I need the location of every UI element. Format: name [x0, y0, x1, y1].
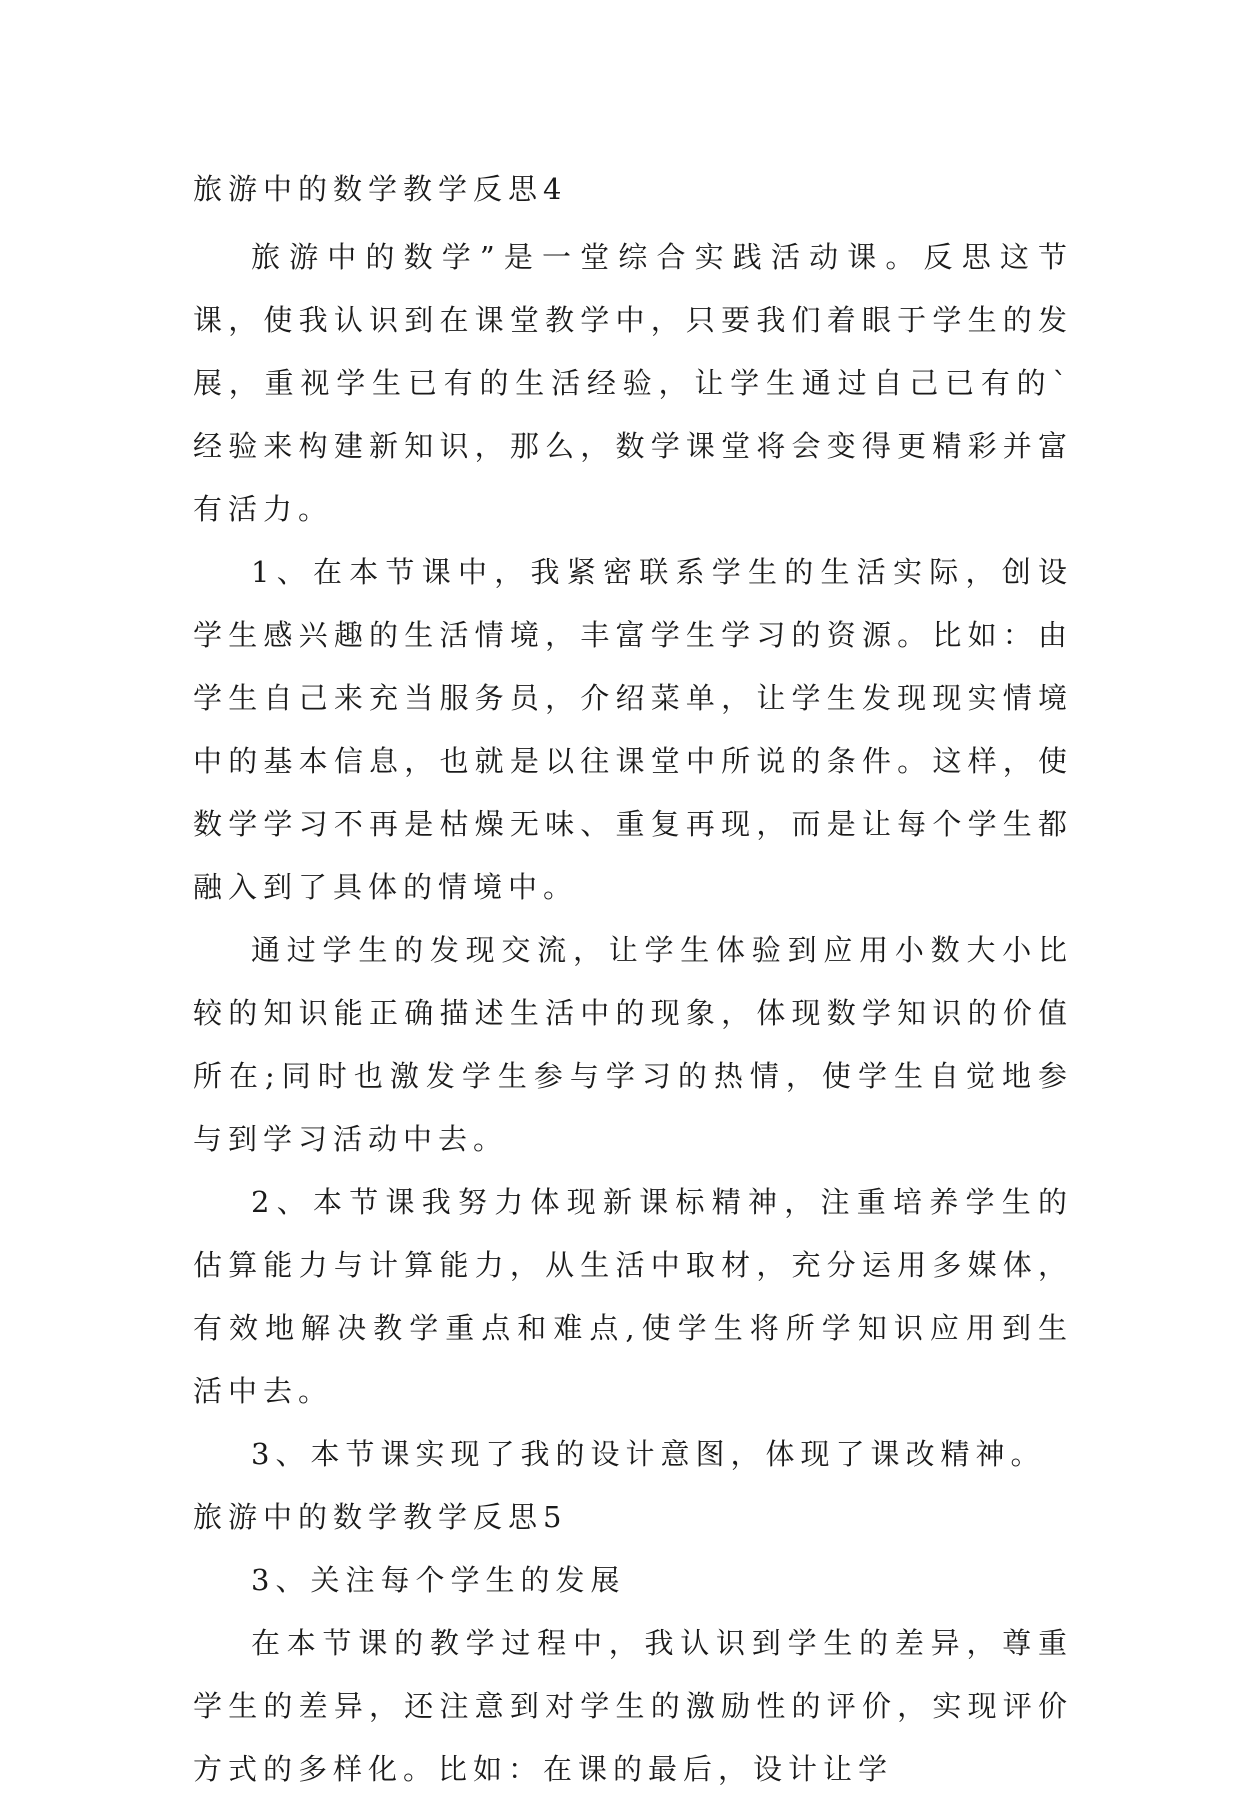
section-4-paragraph-5: 3、本节课实现了我的设计意图，体现了课改精神。 [251, 1437, 1046, 1471]
section-5-paragraph-1: 3、关注每个学生的发展 [251, 1563, 626, 1597]
section-4-paragraph-2: 1、在本节课中，我紧密联系学生的生活实际，创设学生感兴趣的生活情境，丰富学生学习的资源。比如：由学生自己来充当服务员，介绍菜单，让学生发现现实情境中的基本信息，也就是以往课堂中所说的条件。这样，使数学学习不再是枯燥无味、重复再现，而是让每个学生都融入到了具体的情境中。 [193, 555, 1073, 904]
section-4-paragraph-3: 通过学生的发现交流，让学生体验到应用小数大小比较的知识能正确描述生活中的现象，体现数学知识的价值所在;同时也激发学生参与学习的热情，使学生自觉地参与到学习活动中去。 [193, 933, 1073, 1156]
section-4-paragraph-4: 2、本节课我努力体现新课标精神，注重培养学生的估算能力与计算能力，从生活中取材，充分运用多媒体，有效地解决教学重点和难点,使学生将所学知识应用到生活中去。 [193, 1185, 1073, 1408]
section-5-paragraph-2: 在本节课的教学过程中，我认识到学生的差异，尊重学生的差异，还注意到对学生的激励性的评价，实现评价方式的多样化。比如：在课的最后，设计让学 [193, 1626, 1073, 1786]
section-5-heading: 旅游中的数学教学反思5 [193, 1500, 568, 1534]
section-4-paragraph-1: 旅游中的数学”是一堂综合实践活动课。反思这节课，使我认识到在课堂教学中，只要我们着眼于学生的发展，重视学生已有的生活经验，让学生通过自己已有的`经验来构建新知识，那么，数学课堂将会变得更精彩并富有活力。 [193, 240, 1073, 526]
section-4-heading: 旅游中的数学教学反思4 [193, 172, 568, 206]
document-body [193, 158, 1073, 1801]
